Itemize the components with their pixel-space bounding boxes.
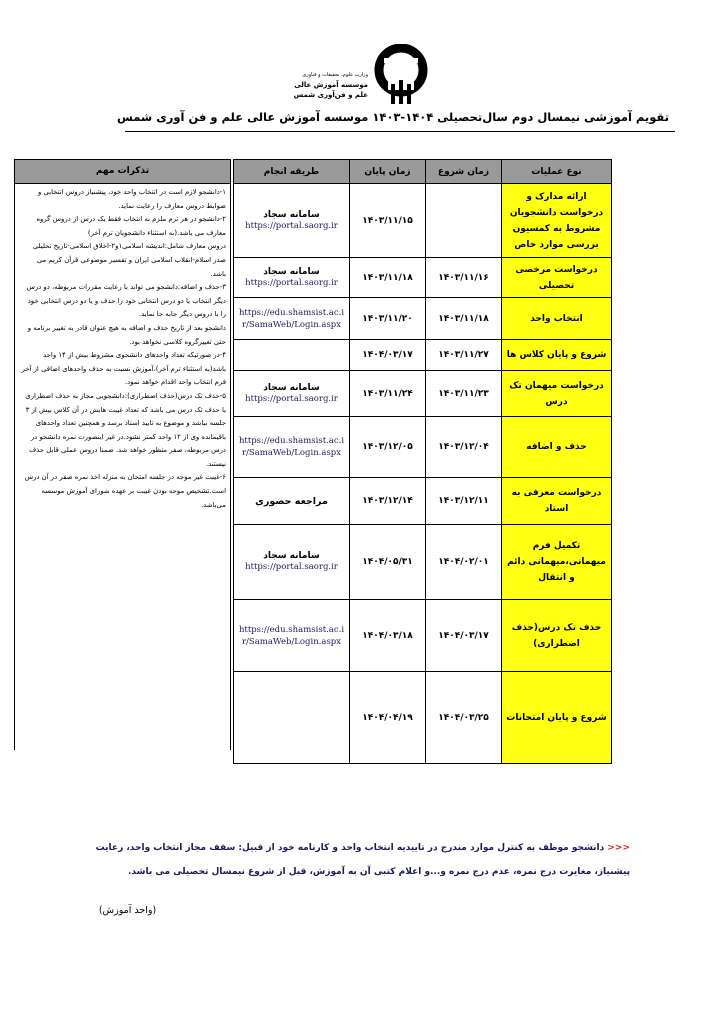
method-title: سامانه سجاد — [263, 209, 320, 220]
table-row — [234, 371, 612, 417]
method-title: سامانه سجاد — [263, 382, 320, 393]
cell-end: ۱۴۰۳/۱۱/۲۴ — [350, 371, 426, 417]
cell-operation: حذف تک درس(حذف اضطراری) — [502, 600, 612, 672]
method-title: مراجعه حضوری — [255, 495, 328, 507]
table-row — [234, 184, 612, 258]
institute-name-line2: علم و فن‌آوری شمس — [293, 91, 368, 99]
note-item: ۴-در صورتیکه تعداد واحدهای دانشجوی مشروط بیش از ۱۴ واحد باشد(به استثناء ترم آخر)،آموزش نسبت به حذف واحدهای اضافی از آخر فرم انتخاب واحد اقدام خواهد نمود. — [21, 351, 226, 387]
footer-note — [70, 836, 630, 884]
cell-start: ۱۴۰۳/۱۱/۲۷ — [426, 340, 502, 371]
method-link[interactable]: https://portal.saorg.ir — [245, 220, 338, 231]
cell-method — [234, 184, 350, 258]
note-item: دانشجو بعد از تاریخ حذف و اضافه به هیچ عنوان قادر به تغییر برنامه و حتی تغییرگروه کلاسی نخواهد بود. — [27, 323, 226, 346]
page-title: تقویم آموزشی نیمسال دوم سال‌تحصیلی ۱۴۰۴-۱۴۰۳ موسسه آموزش عالی علم و فن آوری شمس — [116, 110, 670, 124]
ministry-name: وزارت علوم، تحقیقات و فناوری — [302, 72, 368, 78]
method-link[interactable]: https://portal.saorg.ir — [245, 562, 338, 572]
institute-logo — [370, 44, 432, 108]
cell-operation: شروع و پایان امتحانات — [502, 672, 612, 764]
table-row — [234, 340, 612, 371]
method-link[interactable]: https://portal.saorg.ir — [245, 393, 338, 404]
cell-method — [234, 600, 350, 672]
cell-end: ۱۴۰۳/۱۱/۱۸ — [350, 258, 426, 298]
table-row — [234, 258, 612, 298]
header-method: طریقه انجام — [234, 160, 350, 184]
institute-name — [240, 70, 368, 100]
cell-end: ۱۴۰۳/۱۱/۲۰ — [350, 298, 426, 340]
header-start: زمان شروع — [426, 160, 502, 184]
cell-start — [426, 184, 502, 258]
table-row — [234, 672, 612, 764]
table-header-row — [234, 160, 612, 184]
cell-operation: تکمیل فرم میهمانی،میهمانی دائم و انتقال — [502, 525, 612, 600]
method-title: سامانه سجاد — [263, 551, 320, 561]
note-item: دروس معارف شامل:اندیشه اسلامی۱و۲-اخلاق اسلامی-تاریخ تحلیلی صدر اسلام-انقلاب اسلامی ایران و تفسیر موضوعی قرآن کریم می باشد. — [32, 242, 226, 278]
table-row — [234, 478, 612, 525]
notes-body — [14, 184, 231, 750]
method-link[interactable]: https://edu.shamsist.ac.ir/SamaWeb/Login.aspx — [238, 624, 345, 647]
header-operation: نوع عملیات — [502, 160, 612, 184]
cell-operation: ارائه مدارک و درخواست دانشجویان مشروط به کمسیون بررسی موارد خاص — [502, 184, 612, 258]
cell-operation: درخواست معرفی به استاد — [502, 478, 612, 525]
note-item: ۵-حذف تک درس(حذف اضطراری):دانشجویی مجاز به حذف اضطراری یا حذف تک درس می باشد که تعداد غیبت هایش در آن کلاس بیش از ۳ جلسه نباشد و موضوع به تایید استاد برسد و همچنین تعداد واحدهای باقیمانده وی از ۱۲ واحد کمتر نشود.در غیر اینصورت نمره دانشجو در درس مربوطه، صفر منظور خواهد شد. ضمنا دروس عملی قابل حذف نیستند. — [25, 391, 226, 468]
cell-start: ۱۴۰۳/۱۱/۱۸ — [426, 298, 502, 340]
schedule-table — [233, 159, 612, 764]
institute-name-line1: موسسه آموزش عالی — [294, 81, 368, 89]
footer-note-text: دانشجو موظف به کنترل موارد مندرج در تاییدیه انتخاب واحد و کارنامه خود از قبیل: سقف مجاز انتخاب واحد، رعایت پیشنیاز، مغایرت درج نمره، عدم درج نمره و...و اعلام کتبی آن به آموزش، قبل از شروع نیمسال تحصیلی می باشد. — [95, 843, 630, 877]
cell-method — [234, 417, 350, 478]
cell-end: ۱۴۰۴/۰۵/۳۱ — [350, 525, 426, 600]
cell-method — [234, 525, 350, 600]
header-end: زمان پایان — [350, 160, 426, 184]
signature: (واحد آموزش) — [98, 905, 157, 916]
cell-method — [234, 298, 350, 340]
cell-end: ۱۴۰۳/۱۱/۱۵ — [350, 184, 426, 258]
cell-method — [234, 340, 350, 371]
cell-operation: درخواست مرخصی تحصیلی — [502, 258, 612, 298]
cell-method — [234, 672, 350, 764]
title-underline — [125, 131, 675, 132]
table-row — [234, 417, 612, 478]
notes-panel — [14, 159, 231, 750]
cell-operation: انتخاب واحد — [502, 298, 612, 340]
cell-start: ۱۴۰۴/۰۳/۱۷ — [426, 600, 502, 672]
note-item: ۱-دانشجو لازم است در انتخاب واحد خود، پیشنیاز دروس انتخابی و ضوابط دروس معارف را رعایت نماید. — [37, 188, 226, 210]
table-row — [234, 600, 612, 672]
cell-end: ۱۴۰۴/۰۴/۱۹ — [350, 672, 426, 764]
cell-start: ۱۴۰۳/۱۱/۱۶ — [426, 258, 502, 298]
cell-end: ۱۴۰۳/۱۲/۰۵ — [350, 417, 426, 478]
method-title: سامانه سجاد — [263, 266, 320, 277]
arrow-icon: <<< — [607, 843, 630, 853]
cell-start: ۱۴۰۴/۰۳/۲۵ — [426, 672, 502, 764]
cell-end: ۱۴۰۴/۰۳/۱۸ — [350, 600, 426, 672]
table-row — [234, 525, 612, 600]
cell-start: ۱۴۰۳/۱۲/۰۴ — [426, 417, 502, 478]
note-item: ۳-حذف و اضافه:دانشجو می تواند با رعایت مقررات مربوطه، دو درس دیگر انتخاب یا دو درس انتخابی خود را حذف و یا دو درس انتخابی خود را با دروس دیگر جابه جا نماید. — [26, 283, 226, 319]
cell-start: ۱۴۰۳/۱۱/۲۳ — [426, 371, 502, 417]
cell-method — [234, 478, 350, 525]
cell-method — [234, 371, 350, 417]
method-link[interactable]: https://edu.shamsist.ac.ir/SamaWeb/Login.aspx — [238, 436, 345, 458]
method-link[interactable]: https://edu.shamsist.ac.ir/SamaWeb/Login.aspx — [238, 307, 345, 330]
table-row — [234, 298, 612, 340]
cell-end: ۱۴۰۳/۱۲/۱۴ — [350, 478, 426, 525]
method-link[interactable]: https://portal.saorg.ir — [245, 277, 338, 288]
note-item: ۲-دانشجو در هر ترم ملزم به انتخاب فقط یک درس از دروس گروه معارف می باشد.(به استثناء دانشجویان ترم آخر) — [36, 215, 226, 237]
cell-start: ۱۴۰۳/۱۲/۱۱ — [426, 478, 502, 525]
notes-header: تذکرات مهم — [14, 159, 231, 184]
note-item: ۶-غیبت غیر موجه در جلسه امتحان به منزله اخذ نمره صفر در آن درس است.تشخیص موجه بودن غیبت بر عهده شورای آموزش موسسه می‌باشد. — [24, 473, 226, 509]
cell-start: ۱۴۰۴/۰۲/۰۱ — [426, 525, 502, 600]
cell-operation: شروع و پایان کلاس ها — [502, 340, 612, 371]
cell-operation: حذف و اضافه — [502, 417, 612, 478]
cell-end: ۱۴۰۴/۰۳/۱۷ — [350, 340, 426, 371]
cell-method — [234, 258, 350, 298]
cell-operation: درخواست میهمان تک درس — [502, 371, 612, 417]
